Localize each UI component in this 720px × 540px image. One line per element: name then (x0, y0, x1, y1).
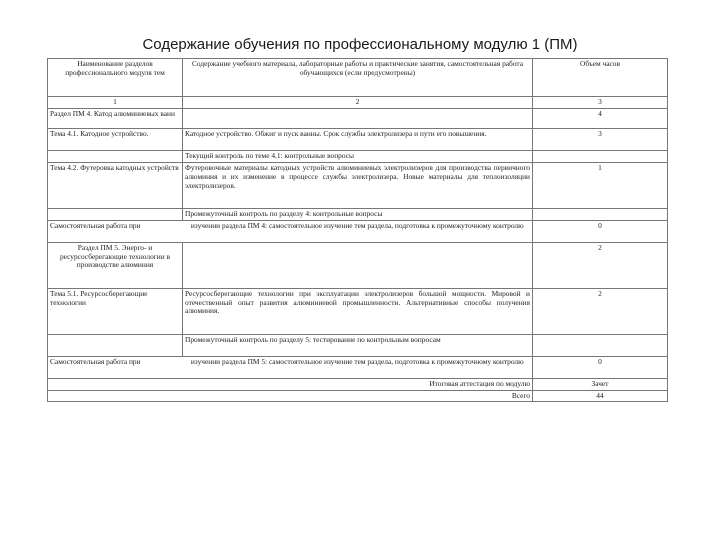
topic-4-1-control-empty (48, 150, 183, 162)
table-row (48, 356, 668, 378)
topic-4-2-hours: 1 (533, 162, 668, 208)
total-value: 44 (533, 390, 668, 402)
table-row (48, 162, 668, 208)
topic-4-1-name: Тема 4.1. Катодное устройство. (48, 128, 183, 150)
section-5-hours: 2 (533, 242, 668, 288)
column-numbers-row (48, 97, 668, 109)
column-number-2: 2 (183, 97, 533, 109)
selfwork-4-text: изучении раздела ПМ 4: самостоятельное изучение тем раздела, подготовка к промежуточному контролю (183, 220, 533, 242)
control-5-hours (533, 334, 668, 356)
table-row (48, 390, 668, 402)
column-number-3: 3 (533, 97, 668, 109)
section-5-name: Раздел ПМ 5. Энерго- и ресурсосберегающие технологии в производстве алюминия (48, 242, 183, 288)
topic-4-2-content: Футеровочные материалы катодных устройств алюминиевых электролизеров для производства первичного алюминия и их изменение в процессе службы электролизера. Новые материалы для теплоизоляции электролизеров. (183, 162, 533, 208)
attestation-value: Зачет (533, 378, 668, 390)
topic-4-1-hours: 3 (533, 128, 668, 150)
control-4: Промежуточный контроль по разделу 4: контрольные вопросы (183, 208, 533, 220)
control-5-empty (48, 334, 183, 356)
section-5-content (183, 242, 533, 288)
curriculum-table (47, 58, 668, 402)
table-row (48, 334, 668, 356)
section-4-name: Раздел ПМ 4. Катод алюминиевых ванн (48, 108, 183, 128)
selfwork-4-label: Самостоятельная работа при (48, 220, 183, 242)
topic-4-2-name: Тема 4.2. Футеровка катодных устройств (48, 162, 183, 208)
selfwork-4-hours: 0 (533, 220, 668, 242)
section-4-hours: 4 (533, 108, 668, 128)
control-5: Промежуточный контроль по разделу 5: тестирование по контрольным вопросам (183, 334, 533, 356)
table-row (48, 150, 668, 162)
control-4-hours (533, 208, 668, 220)
selfwork-5-label: Самостоятельная работа при (48, 356, 183, 378)
selfwork-5-text: изучении раздела ПМ 5: самостоятельное изучение тем раздела, подготовка к промежуточному контролю (183, 356, 533, 378)
topic-4-1-content: Катодное устройство. Обжиг и пуск ванны. Срок службы электролизера и пути его повышения. (183, 128, 533, 150)
table-row (48, 108, 668, 128)
table-row (48, 220, 668, 242)
column-number-1: 1 (48, 97, 183, 109)
table-row (48, 378, 668, 390)
attestation-label: Итоговая аттестация по модулю (183, 378, 533, 390)
page-title: Содержание обучения по профессиональному модулю 1 (ПМ) (142, 36, 578, 53)
table-row (48, 242, 668, 288)
topic-5-1-content: Ресурсосберегающие технологии при эксплуатации электролизеров большой мощности. Мировой и отечественный опыт развития алюминиевой промышленности. Альтернативные способы получения алюминия. (183, 288, 533, 334)
topic-4-1-control: Текущий контроль по теме 4.1: контрольные вопросы (183, 150, 533, 162)
total-label: Всего (183, 390, 533, 402)
header-sections: Наименование разделов профессионального модуля тем (48, 59, 183, 97)
header-content: Содержание учебного материала, лабораторные работы и практические занятия, самостоятельная работа обучающихся (если предусмотрены) (183, 59, 533, 97)
topic-5-1-name: Тема 5.1. Ресурсосберегающие технологии (48, 288, 183, 334)
table-row (48, 288, 668, 334)
selfwork-5-hours: 0 (533, 356, 668, 378)
table-header-row (48, 59, 668, 97)
attestation-empty (48, 378, 183, 390)
control-4-empty (48, 208, 183, 220)
table-row (48, 208, 668, 220)
table-row (48, 128, 668, 150)
header-hours: Объем часов (533, 59, 668, 97)
topic-5-1-hours: 2 (533, 288, 668, 334)
total-empty (48, 390, 183, 402)
section-4-content (183, 108, 533, 128)
topic-4-1-control-hours (533, 150, 668, 162)
